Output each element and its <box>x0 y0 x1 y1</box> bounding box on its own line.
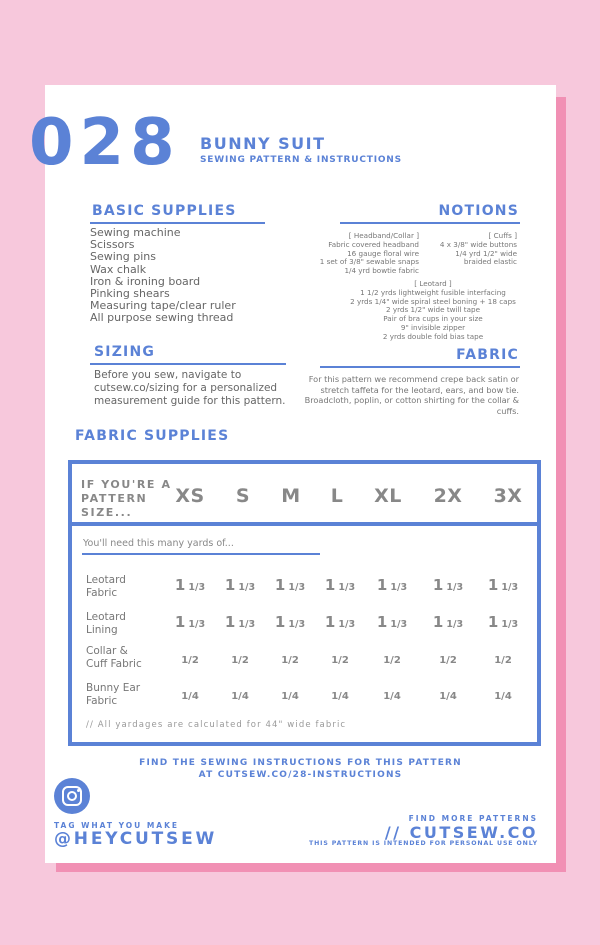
row-label-bunny-ear <box>86 682 140 707</box>
yardage-cell: 1/4 <box>439 691 457 702</box>
row-label-line: Leotard <box>86 611 126 623</box>
leotard-notions <box>338 280 528 342</box>
find-more-label: FIND MORE PATTERNS <box>408 814 538 823</box>
pattern-title: BUNNY SUIT <box>200 134 326 153</box>
yardage-cell: 1/2 <box>331 655 349 666</box>
list-item: All purpose sewing thread <box>90 311 234 325</box>
yardage-cell: 1/2 <box>181 655 199 666</box>
yardage-whole: 1 <box>432 613 444 631</box>
list-item: Sewing machine <box>90 226 181 239</box>
row-label-line: Fabric <box>86 694 118 707</box>
yardage-cell: 1/2 <box>494 655 512 666</box>
fabric-heading: FABRIC <box>456 347 519 363</box>
leotard-notion-line: 9" invisible zipper <box>400 322 466 332</box>
yardage-cell: 1/4 <box>383 691 401 702</box>
list-item: Measuring tape/clear ruler <box>90 299 236 313</box>
headband-notion-line: Fabric covered headband <box>328 239 419 249</box>
fabric-text: For this pattern we recommend crepe back satin or stretch taffeta for the leotard, ears, and bow tie. Broadcloth, poplin, or cotton shirting for the collar & cuffs. <box>304 374 519 416</box>
fabric-supplies-table <box>68 460 541 746</box>
yardage-whole: 1 <box>487 613 499 631</box>
row-label-collar-cuff <box>86 645 142 670</box>
leotard-notion-line: Pair of bra cups in your size <box>383 314 483 324</box>
list-item: Wax chalk <box>90 262 147 276</box>
row-label-line: Leotard <box>86 574 126 586</box>
yardage-cell <box>275 575 305 594</box>
size-l: L <box>330 485 344 507</box>
yards-rule <box>82 553 320 555</box>
yardage-cell <box>175 612 205 631</box>
row-label-leotard-fabric <box>86 574 126 599</box>
sizing-rule <box>90 363 286 365</box>
pattern-sheet <box>29 85 556 863</box>
yardage-cell <box>225 575 255 594</box>
yardage-whole: 1 <box>487 576 499 594</box>
leotard-notion-line: 2 yrds 1/4" wide spiral steel boning + 18 caps <box>350 296 516 306</box>
yardage-fraction: 1/3 <box>501 619 519 630</box>
yardage-cell <box>325 575 355 594</box>
yardage-fraction: 1/3 <box>390 582 408 593</box>
yardage-cell <box>175 575 205 594</box>
size-prompt-line: PATTERN <box>81 492 148 505</box>
row-label-line: Lining <box>86 623 118 636</box>
yardage-cell <box>488 575 518 594</box>
yardage-cell: 1/4 <box>281 691 299 702</box>
basic-supplies-list <box>90 227 236 325</box>
list-item: Scissors <box>90 238 135 252</box>
list-item: Pinking shears <box>90 287 170 301</box>
row-label-line: Bunny Ear <box>86 682 141 694</box>
list-item: Sewing pins <box>90 250 156 264</box>
instructions-line-2[interactable]: AT CUTSEW.CO/28-INSTRUCTIONS <box>198 770 403 780</box>
list-item: Iron & ironing board <box>90 274 201 288</box>
row-label-line: Cuff Fabric <box>86 657 142 670</box>
size-m: M <box>281 485 301 507</box>
yardage-fraction: 1/3 <box>338 619 356 630</box>
yardage-cell <box>377 575 407 594</box>
yardage-whole: 1 <box>376 576 388 594</box>
yardage-whole: 1 <box>432 576 444 594</box>
yardage-fraction: 1/3 <box>338 582 356 593</box>
instagram-handle[interactable]: @HEYCUTSEW <box>54 829 218 849</box>
instagram-icon[interactable] <box>54 778 90 814</box>
leotard-notion-line: 2 yrds 1/2" wide twill tape <box>385 305 480 315</box>
headband-notion-line: 16 gauge floral wire <box>347 248 419 258</box>
yardage-fraction: 1/3 <box>238 619 256 630</box>
yardage-cell: 1/4 <box>231 691 249 702</box>
size-prompt-line: SIZE... <box>81 506 133 519</box>
yardage-whole: 1 <box>274 576 286 594</box>
cuffs-notion-line: 4 x 3/8" wide buttons <box>439 239 517 249</box>
basic-supplies-heading: BASIC SUPPLIES <box>92 203 237 219</box>
row-label-line: Collar & <box>86 645 128 657</box>
yardage-cell <box>433 612 463 631</box>
yardage-fraction: 1/3 <box>501 582 519 593</box>
yardage-whole: 1 <box>224 576 236 594</box>
yardage-whole: 1 <box>376 613 388 631</box>
yardage-cell: 1/2 <box>439 655 457 666</box>
basic-supplies-rule <box>90 222 265 224</box>
notions-heading: NOTIONS <box>438 203 519 219</box>
yardage-cell: 1/2 <box>383 655 401 666</box>
yardage-whole: 1 <box>174 613 186 631</box>
yards-note: You'll need this many yards of... <box>83 538 234 549</box>
size-xl: XL <box>374 485 402 507</box>
cuffs-notion-line: [ Cuffs ] <box>488 231 517 240</box>
size-3x: 3X <box>493 485 523 507</box>
yardage-cell <box>377 612 407 631</box>
yardage-cell: 1/4 <box>494 691 512 702</box>
yardage-cell: 1/4 <box>181 691 199 702</box>
headband-notion-line: 1/4 yrd bowtie fabric <box>344 266 419 276</box>
yardage-cell: 1/2 <box>281 655 299 666</box>
cuffs-notion-line: 1/4 yrd 1/2" wide <box>455 248 517 258</box>
yardage-fraction: 1/3 <box>238 582 256 593</box>
yardage-cell <box>433 575 463 594</box>
sizing-text: Before you sew, navigate to cutsew.co/sizing for a personalized measurement guide for this pattern. <box>94 369 286 407</box>
personal-use-note: THIS PATTERN IS INTENDED FOR PERSONAL USE ONLY <box>308 840 538 847</box>
fabric-supplies-heading: FABRIC SUPPLIES <box>75 428 230 444</box>
yardage-fraction: 1/3 <box>188 619 206 630</box>
yardage-cell <box>325 612 355 631</box>
yardage-whole: 1 <box>174 576 186 594</box>
size-xs: XS <box>175 485 205 507</box>
sizing-heading: SIZING <box>94 344 156 360</box>
size-prompt <box>81 478 172 520</box>
row-label-line: Fabric <box>86 586 118 599</box>
leotard-notion-line: 1 1/2 yrds lightweight fusible interfacing <box>360 287 506 297</box>
yardage-cell: 1/2 <box>231 655 249 666</box>
yardage-fraction: 1/3 <box>390 619 408 630</box>
headband-notions <box>320 232 419 276</box>
size-prompt-line: IF YOU'RE A <box>81 478 172 491</box>
yardage-whole: 1 <box>324 613 336 631</box>
headband-notion-line: 1 set of 3/8" sewable snaps <box>319 257 419 267</box>
yardage-cell: 1/4 <box>331 691 349 702</box>
yardage-cell <box>225 612 255 631</box>
cuffs-notions <box>440 232 517 267</box>
yardage-footnote: // All yardages are calculated for 44" wide fabric <box>86 720 347 730</box>
row-label-leotard-lining <box>86 611 126 636</box>
pattern-number: 028 <box>29 106 181 180</box>
yardage-fraction: 1/3 <box>288 619 306 630</box>
yardage-cell <box>488 612 518 631</box>
leotard-notion-line: [ Leotard ] <box>414 279 452 288</box>
tag-line: TAG WHAT YOU MAKE <box>54 821 180 830</box>
instructions-line-1: FIND THE SEWING INSTRUCTIONS FOR THIS PATTERN <box>139 758 462 768</box>
site-link[interactable]: // CUTSEW.CO <box>384 823 538 842</box>
leotard-notion-line: 2 yrds double fold bias tape <box>382 331 484 341</box>
yardage-whole: 1 <box>224 613 236 631</box>
cuffs-notion-line: braided elastic <box>463 257 517 267</box>
yardage-cell <box>275 612 305 631</box>
size-2x: 2X <box>433 485 463 507</box>
notions-rule <box>340 222 520 224</box>
yardage-fraction: 1/3 <box>446 582 464 593</box>
yardage-whole: 1 <box>274 613 286 631</box>
yardage-fraction: 1/3 <box>188 582 206 593</box>
yardage-fraction: 1/3 <box>446 619 464 630</box>
pattern-subtitle: SEWING PATTERN & INSTRUCTIONS <box>200 155 402 165</box>
fabric-rule <box>320 366 520 368</box>
size-s: S <box>235 485 251 507</box>
headband-notion-line: [ Headband/Collar ] <box>348 231 419 240</box>
yardage-fraction: 1/3 <box>288 582 306 593</box>
size-header-row <box>72 464 537 526</box>
yardage-whole: 1 <box>324 576 336 594</box>
